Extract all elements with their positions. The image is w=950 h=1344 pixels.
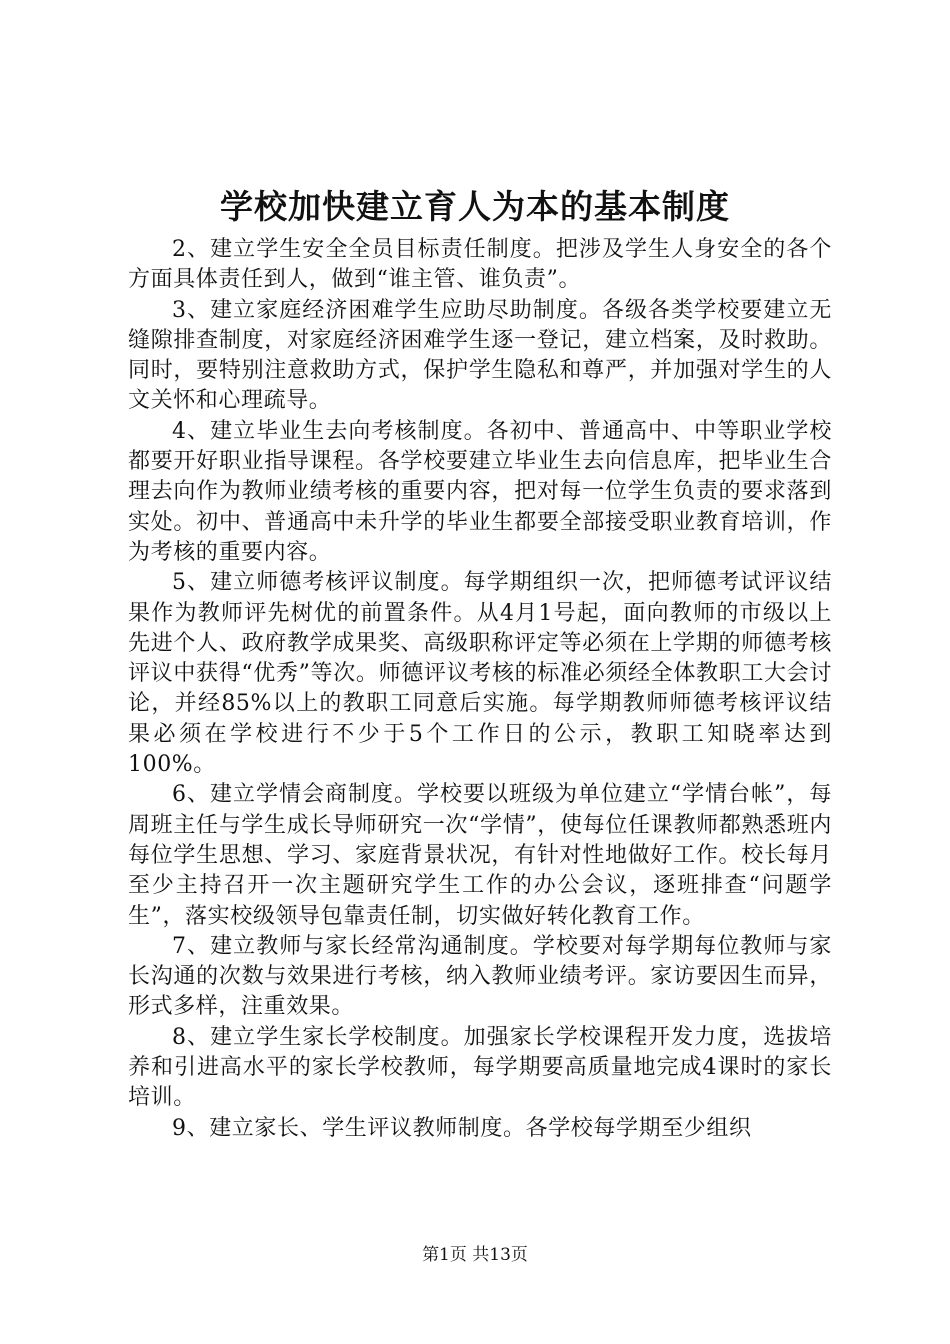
page-footer: 第1页 共13页	[422, 1245, 528, 1265]
paragraph-7: 7、建立教师与家长经常沟通制度。学校要对每学期每位教师与家长沟通的次数与效果进行考核，纳入教师业绩考评。家访要因生而异，形式多样，注重效果。	[128, 933, 832, 1020]
paragraph-3: 3、建立家庭经济困难学生应助尽助制度。各级各类学校要建立无缝隙排查制度，对家庭经济困难学生逐一登记，建立档案，及时救助。同时，要特别注意救助方式，保护学生隐私和尊严，并加强对学生的人文关怀和心理疏导。	[128, 297, 832, 414]
paragraph-9: 9、建立家长、学生评议教师制度。各学校每学期至少组织	[172, 1115, 752, 1141]
paragraph-6: 6、建立学情会商制度。学校要以班级为单位建立“学情台帐”，每周班主任与学生成长导师研究一次“学情”，使每位任课教师都熟悉班内每位学生思想、学习、家庭背景状况，有针对性地做好工作。校长每月至少主持召开一次主题研究学生工作的办公会议，逐班排查“问题学生”，落实校级领导包靠责任制，切实做好转化教育工作。	[128, 782, 832, 929]
document-body	[128, 235, 832, 1144]
document-title: 学校加快建立育人为本的基本制度	[220, 187, 730, 226]
paragraph-8: 8、建立学生家长学校制度。加强家长学校课程开发力度，选拔培养和引进高水平的家长学校教师，每学期要高质量地完成4课时的家长培训。	[128, 1024, 832, 1111]
paragraph-2: 2、建立学生安全全员目标责任制度。把涉及学生人身安全的各个方面具体责任到人，做到“谁主管、谁负责”。	[128, 237, 832, 293]
paragraph-4: 4、建立毕业生去向考核制度。各初中、普通高中、中等职业学校都要开好职业指导课程。各学校要建立毕业生去向信息库，把毕业生合理去向作为教师业绩考核的重要内容，把对每一位学生负责的要求落到实处。初中、普通高中未升学的毕业生都要全部接受职业教育培训，作为考核的重要内容。	[128, 418, 832, 565]
paragraph-5: 5、建立师德考核评议制度。每学期组织一次，把师德考试评议结果作为教师评先树优的前置条件。从4月1号起，面向教师的市级以上先进个人、政府教学成果奖、高级职称评定等必须在上学期的师德考核评议中获得“优秀”等次。师德评议考核的标准必须经全体教职工大会讨论，并经85%以上的教职工同意后实施。每学期教师师德考核评议结果必须在学校进行不少于5个工作日的公示，教职工知晓率达到100%。	[128, 570, 832, 778]
